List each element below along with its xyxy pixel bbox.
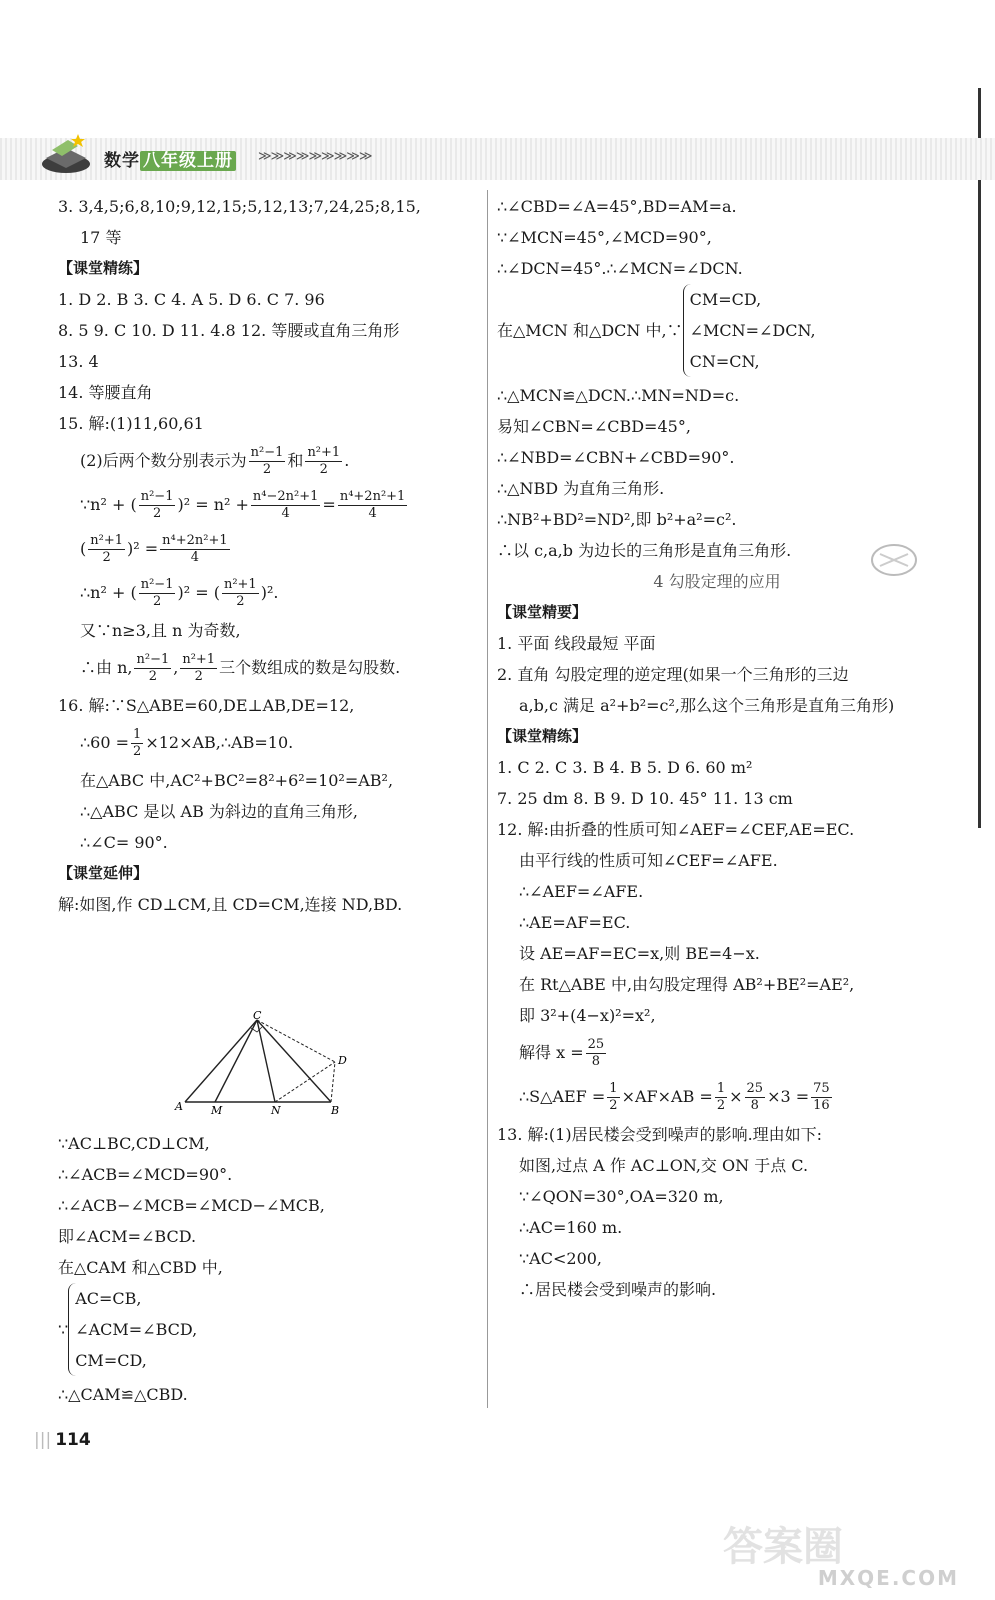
solution-line: 如图,过点 A 作 AC⊥ON,交 ON 于点 C. — [519, 1156, 809, 1175]
solution-line: ∵n² + ( $\frac{\text{n²−1}}{2}$ )² = n² + $\frac{\text{n⁴−2n²+1}}{4}$ = $\frac{\text{n⁴+2n²+1}}{4}$ — [80, 489, 406, 521]
left-column-lower — [58, 1128, 478, 1410]
solution-line: ∵∠MCN=45°,∠MCD=90°, — [497, 228, 712, 247]
vertex-label: A — [175, 1100, 183, 1113]
solution-line: 即 3²+(4−x)²=x², — [519, 1006, 656, 1025]
answer-line: 15. 解:(1)11,60,61 — [58, 414, 204, 433]
answer-line: 1. C 2. C 3. B 4. B 5. D 6. 60 m² — [497, 758, 753, 777]
book-logo-icon — [38, 128, 94, 176]
fraction: $\frac{\text{n²−1}}{2}$ — [250, 445, 284, 477]
fraction: $\frac{\text{n²+1}}{2}$ — [307, 445, 341, 477]
vertex-label: B — [331, 1104, 340, 1117]
answer-line: 1. D 2. B 3. C 4. A 5. D 6. C 7. 96 — [58, 290, 325, 309]
section-heading: 【课堂精要】 — [497, 603, 588, 621]
right-column — [497, 191, 937, 1305]
section-heading: 【课堂延伸】 — [58, 864, 149, 882]
answer-line: 13. 4 — [58, 352, 99, 371]
solution-line: ∴∠C= 90°. — [80, 833, 168, 852]
solution-line: ∴居民楼会受到噪声的影响. — [519, 1280, 717, 1299]
solution-line: ∴AC=160 m. — [519, 1218, 623, 1237]
solution-line: ∵∠QON=30°,OA=320 m, — [519, 1187, 724, 1206]
solution-line: 解得 x = $\frac{25}{8}$ — [519, 1037, 605, 1069]
equation-system: 在△MCN 和△DCN 中,∵ CM=CD, ∠MCN=∠DCN, CN=CN, — [497, 284, 937, 380]
answer-line: 3. 3,4,5;6,8,10;9,12,15;5,12,13;7,24,25;8,15, — [58, 197, 421, 216]
solution-line: ∴NB²+BD²=ND²,即 b²+a²=c². — [497, 510, 737, 529]
solution-line: ∴n² + ( $\frac{\text{n²−1}}{2}$ )² = ( $\frac{\text{n²+1}}{2}$ )². — [80, 577, 279, 609]
column-divider — [487, 190, 488, 1408]
section-heading: 【课堂精练】 — [58, 259, 149, 277]
page-number: ||| 114 — [34, 1430, 91, 1450]
solution-line: 12. 解:由折叠的性质可知∠AEF=∠CEF,AE=EC. — [497, 820, 855, 839]
solution-line: ∴∠NBD=∠CBN+∠CBD=90°. — [497, 448, 735, 467]
solution-line: 易知∠CBN=∠CBD=45°, — [497, 417, 691, 436]
solution-line: 设 AE=AF=EC=x,则 BE=4−x. — [519, 944, 760, 963]
solution-line: 解:如图,作 CD⊥CM,且 CD=CM,连接 ND,BD. — [58, 895, 403, 914]
lesson-title: 4 勾股定理的应用 — [653, 572, 781, 591]
triangle-figure — [165, 1010, 365, 1120]
solution-line: 13. 解:(1)居民楼会受到噪声的影响.理由如下: — [497, 1125, 823, 1144]
svg-text:答案圈: 答案圈 — [723, 1524, 843, 1570]
answer-line: 7. 25 dm 8. B 9. D 10. 45° 11. 13 cm — [497, 789, 793, 808]
solution-line: 在△ABC 中,AC²+BC²=8²+6²=10²=AB², — [80, 771, 394, 790]
header-title: 数学 八年级上册 — [104, 146, 236, 171]
solution-line: 在△CAM 和△CBD 中, — [58, 1258, 223, 1277]
left-column — [58, 191, 478, 920]
vertex-label: D — [338, 1054, 347, 1067]
solution-line: ∴△NBD 为直角三角形. — [497, 479, 665, 498]
section-heading: 【课堂精练】 — [497, 727, 588, 745]
solution-line: 在 Rt△ABE 中,由勾股定理得 AB²+BE²=AE², — [519, 975, 855, 994]
vertex-label: N — [271, 1104, 281, 1117]
solution-line: ∴∠DCN=45°.∴∠MCN=∠DCN. — [497, 259, 743, 278]
solution-line: ∴△ABC 是以 AB 为斜边的直角三角形, — [80, 802, 358, 821]
equation-system: ∵ AC=CB, ∠ACM=∠BCD, CM=CD, — [58, 1283, 478, 1379]
vertex-label: C — [253, 1010, 262, 1022]
solution-line: ∴△CAM≌△CBD. — [58, 1385, 188, 1404]
stamp-icon — [868, 540, 920, 580]
header-arrows: ≫≫≫≫≫≫≫≫≫ — [258, 149, 372, 164]
answer-line: 14. 等腰直角 — [58, 383, 153, 402]
solution-line: 由平行线的性质可知∠CEF=∠AFE. — [519, 851, 778, 870]
solution-line: ∴AE=AF=EC. — [519, 913, 631, 932]
solution-line: ∴∠CBD=∠A=45°,BD=AM=a. — [497, 197, 737, 216]
answer-line: 16. 解:∵S△ABE=60,DE⊥AB,DE=12, — [58, 696, 355, 715]
solution-line: ∴∠ACB=∠MCD=90°. — [58, 1165, 233, 1184]
solution-line: (2)后两个数分别表示为 $\frac{\text{n²−1}}{2}$ 和 $\frac{\text{n²+1}}{2}$ . — [80, 445, 350, 477]
answer-line: 1. 平面 线段最短 平面 — [497, 634, 656, 653]
solution-line: ∴△MCN≌△DCN.∴MN=ND=c. — [497, 386, 740, 405]
solution-line: ∴60 = $\frac{1}{2}$ ×12×AB,∴AB=10. — [80, 727, 294, 759]
answer-line: 2. 直角 勾股定理的逆定理(如果一个三角形的三边 — [497, 665, 849, 684]
solution-line: ∴S△AEF = $\frac{1}{2}$ ×AF×AB = $\frac{1}{2}$ × $\frac{25}{8}$ ×3 = $\frac{75}{16}$ — [519, 1081, 830, 1113]
vertex-label: M — [211, 1104, 223, 1117]
solution-line: 即∠ACM=∠BCD. — [58, 1227, 197, 1246]
solution-line: ∵AC<200, — [519, 1249, 603, 1268]
solution-line: ∵AC⊥BC,CD⊥CM, — [58, 1134, 210, 1153]
solution-line: ∴∠ACB−∠MCB=∠MCD−∠MCB, — [58, 1196, 325, 1215]
answer-line: 8. 5 9. C 10. D 11. 4.8 12. 等腰或直角三角形 — [58, 321, 400, 340]
solution-line: ∴∠AEF=∠AFE. — [519, 882, 644, 901]
answer-line: a,b,c 满足 a²+b²=c²,那么这个三角形是直角三角形) — [519, 696, 895, 715]
solution-line: ( $\frac{\text{n²+1}}{2}$ )² = $\frac{\text{n⁴+2n²+1}}{4}$ — [80, 533, 228, 565]
page-edge-mark — [978, 88, 981, 828]
watermark-text: MXQE.COM — [817, 1566, 959, 1590]
solution-line: ∴由 n, $\frac{\text{n²−1}}{2}$ , $\frac{\text{n²+1}}{2}$ 三个数组成的数是勾股数. — [80, 652, 401, 684]
solution-line: ∴以 c,a,b 为边长的三角形是直角三角形. — [497, 541, 792, 560]
answer-line: 17 等 — [80, 228, 122, 247]
solution-line: 又∵n≥3,且 n 为奇数, — [80, 621, 241, 640]
